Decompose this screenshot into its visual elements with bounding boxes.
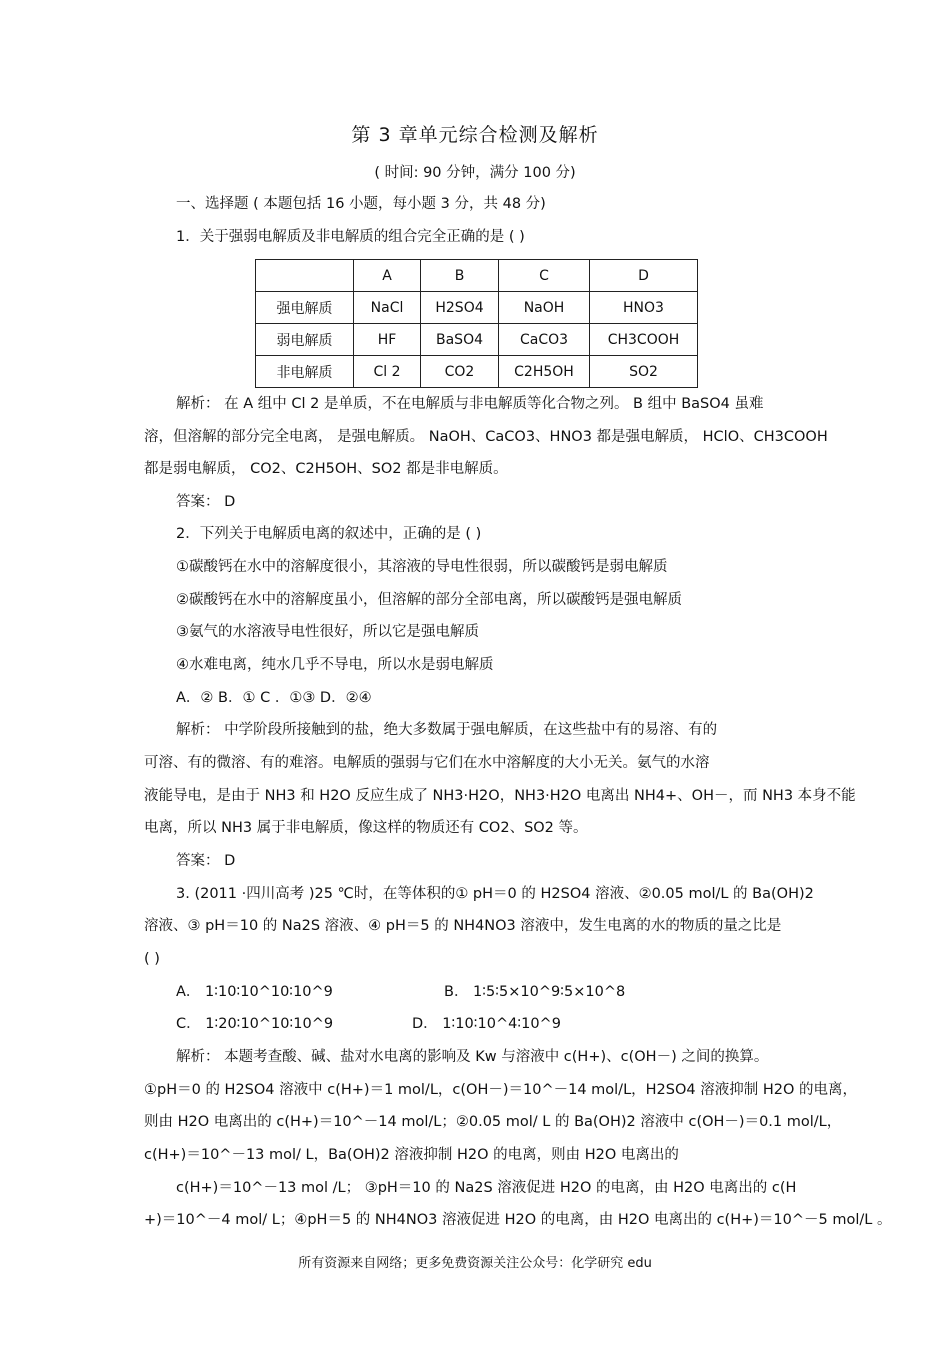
- q3-analysis-line: 则由 H2O 电离出的 c(H+)＝10^－14 mol/L；②0.05 mol/ L 的 Ba(OH)2 溶液中 c(OH－)＝0.1 mol/L，: [144, 1114, 842, 1130]
- q1-table: [255, 259, 698, 388]
- q3-stem-line: ( ): [144, 951, 160, 967]
- table-cell: 强电解质: [256, 292, 354, 324]
- q3-choice-a: A． 1∶10∶10^10∶10^9: [176, 984, 333, 1000]
- q2-option: ④水难电离，纯水几乎不导电，所以水是弱电解质: [176, 657, 494, 673]
- table-cell: C: [499, 260, 590, 292]
- q1-analysis-line: 都是弱电解质， CO2、C2H5OH、SO2 都是非电解质。: [144, 461, 508, 477]
- table-cell: C2H5OH: [499, 356, 590, 388]
- table-row: [256, 356, 698, 388]
- table-cell: NaOH: [499, 292, 590, 324]
- q3-choice-c: C． 1∶20∶10^10∶10^9: [176, 1016, 334, 1032]
- q1-analysis-line: 溶，但溶解的部分完全电离， 是强电解质。 NaOH、CaCO3、HNO3 都是强电解质， HClO、CH3COOH: [144, 429, 828, 445]
- table-cell: A: [354, 260, 421, 292]
- table-cell: NaCl: [354, 292, 421, 324]
- table-cell: CO2: [421, 356, 499, 388]
- q2-choices: A．② B．① C ．①③ D．②④: [176, 690, 372, 706]
- q2-analysis-line: 电离，所以 NH3 属于非电解质，像这样的物质还有 CO2、SO2 等。: [144, 820, 588, 836]
- table-row: [256, 260, 698, 292]
- q2-option: ②碳酸钙在水中的溶解度虽小，但溶解的部分全部电离，所以碳酸钙是强电解质: [176, 592, 682, 608]
- q2-option: ③氨气的水溶液导电性很好，所以它是强电解质: [176, 624, 479, 640]
- q3-choice-d: D． 1∶10∶10^4∶10^9: [412, 1016, 561, 1032]
- table-cell: CaCO3: [499, 324, 590, 356]
- q3-choice-b: B． 1∶5∶5×10^9∶5×10^8: [444, 984, 626, 1000]
- table-cell: SO2: [590, 356, 698, 388]
- q2-option: ①碳酸钙在水中的溶解度很小，其溶液的导电性很弱，所以碳酸钙是弱电解质: [176, 559, 668, 575]
- q2-analysis-line: 可溶、有的微溶、有的难溶。电解质的强弱与它们在水中溶解度的大小无关。氨气的水溶: [144, 755, 710, 771]
- table-row: [256, 292, 698, 324]
- q3-analysis-line: c(H+)＝10^－13 mol/ L，Ba(OH)2 溶液抑制 H2O 的电离，则由 H2O 电离出的: [144, 1147, 679, 1163]
- q2-answer: 答案： D: [176, 853, 236, 869]
- q2-analysis-line: 液能导电，是由于 NH3 和 H2O 反应生成了 NH3·H2O，NH3·H2O 电离出 NH4+、OH－，而 NH3 本身不能: [144, 788, 856, 804]
- section-heading: 一、选择题 ( 本题包括 16 小题，每小题 3 分，共 48 分): [176, 196, 546, 212]
- table-cell: D: [590, 260, 698, 292]
- q2-stem: 2．下列关于电解质电离的叙述中，正确的是 ( ): [176, 526, 482, 542]
- q2-analysis-line: 解析： 中学阶段所接触到的盐，绝大多数属于强电解质，在这些盐中有的易溶、有的: [176, 722, 718, 738]
- q3-analysis-line: 解析： 本题考查酸、碱、盐对水电离的影响及 Kw 与溶液中 c(H+)、c(OH－) 之间的换算。: [176, 1049, 769, 1065]
- table-cell: CH3COOH: [590, 324, 698, 356]
- q3-analysis-line: c(H+)＝10^－13 mol /L； ③pH＝10 的 Na2S 溶液促进 H2O 的电离，由 H2O 电离出的 c(H: [176, 1180, 797, 1196]
- page-footer: 所有资源来自网络；更多免费资源关注公众号：化学研究 edu: [298, 1256, 652, 1271]
- document-title: 第 3 章单元综合检测及解析: [351, 124, 599, 146]
- table-cell: BaSO4: [421, 324, 499, 356]
- table-cell: Cl 2: [354, 356, 421, 388]
- table-cell: B: [421, 260, 499, 292]
- table-cell: H2SO4: [421, 292, 499, 324]
- table-cell: HNO3: [590, 292, 698, 324]
- q1-stem: 1．关于强弱电解质及非电解质的组合完全正确的是 ( ): [176, 229, 525, 245]
- q3-analysis-line: ①pH＝0 的 H2SO4 溶液中 c(H+)＝1 mol/L，c(OH－)＝10^－14 mol/L，H2SO4 溶液抑制 H2O 的电离，: [144, 1082, 857, 1098]
- q3-stem-line: 溶液、③ pH＝10 的 Na2S 溶液、④ pH＝5 的 NH4NO3 溶液中，发生电离的水的物质的量之比是: [144, 918, 782, 934]
- table-cell: 非电解质: [256, 356, 354, 388]
- table-cell: HF: [354, 324, 421, 356]
- document-subtitle: ( 时间: 90 分钟，满分 100 分): [374, 165, 576, 181]
- table-cell: [256, 260, 354, 292]
- q1-answer: 答案： D: [176, 494, 236, 510]
- q1-analysis-line: 解析： 在 A 组中 Cl 2 是单质，不在电解质与非电解质等化合物之列。 B 组中 BaSO4 虽难: [176, 396, 764, 412]
- table-row: [256, 324, 698, 356]
- table-cell: 弱电解质: [256, 324, 354, 356]
- q3-analysis-line: +)＝10^－4 mol/ L；④pH＝5 的 NH4NO3 溶液促进 H2O 的电离，由 H2O 电离出的 c(H+)＝10^－5 mol/L 。: [144, 1212, 892, 1228]
- q3-stem-line: 3. (2011 ·四川高考 )25 ℃时，在等体积的① pH＝0 的 H2SO4 溶液、②0.05 mol/L 的 Ba(OH)2: [176, 886, 814, 902]
